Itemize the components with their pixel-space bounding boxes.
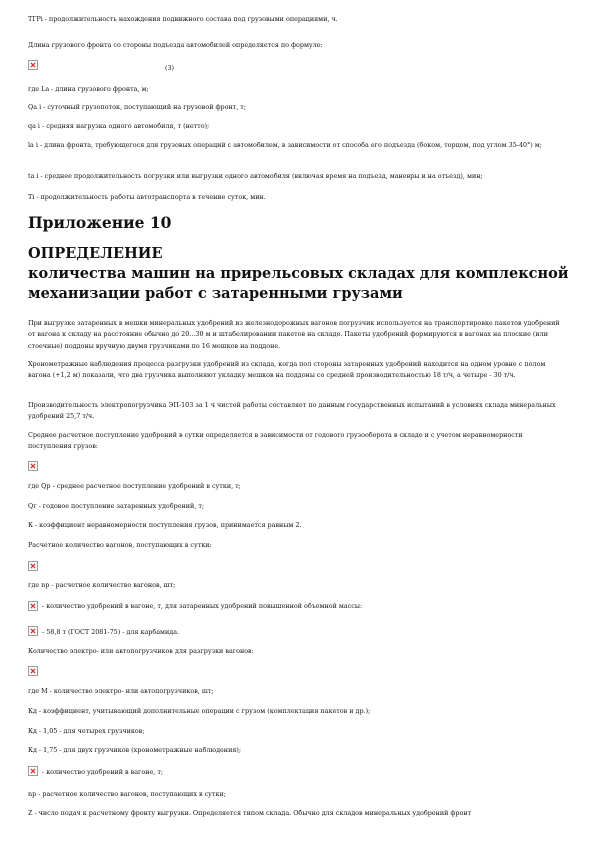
paragraph: Производительность электропогрузчика ЭП-103 за 1 ч чистой работы составляет по данным государственных испытаний в условиях склада минеральных удобрений 25,7 т/ч.	[28, 401, 556, 421]
formula-number: (3)	[165, 64, 175, 72]
broken-image-icon	[28, 766, 38, 776]
paragraph: Qa i - суточный грузопоток, поступающий на грузовой фронт, т;	[28, 103, 246, 111]
broken-image-icon	[28, 60, 38, 70]
paragraph: где Lа - длина грузового фронта, м;	[28, 85, 149, 93]
paragraph: Среднее расчетное поступление удобрений в сутки определяется в зависимости от годового грузооборота в складе и с учетом неравномерности поступления грузов:	[28, 431, 523, 451]
broken-image-icon	[28, 461, 38, 471]
broken-image-icon	[28, 626, 38, 636]
paragraph: - 58,8 т (ГОСТ 2081-75) - для карбамида.	[42, 628, 180, 636]
paragraph: qa i - средняя нагрузка одного автомобиля, т (нетто);	[28, 122, 210, 130]
section-heading	[28, 244, 573, 304]
paragraph: Z - число подач к расчетному фронту выгрузки. Определяется типом склада. Обычно для складов минеральных удобрений фронт	[28, 809, 472, 817]
paragraph: Хронометражные наблюдения процесса разгрузки удобрений из склада, когда пол стороны затаренных удобрений находится на одном уровне с полом вагона (+1,2 м) показали, что два грузчика выполняют укладку мешков на поддоны со средней производительностью 18 т/ч, а четыре - 30 т/ч.	[28, 360, 546, 380]
paragraph: ta i - среднее продолжительность погрузки или выгрузки одного автомобиля (включая время на подъезд, маневры и на отъезд), мин;	[28, 172, 483, 180]
paragraph: - количество удобрений в вагоне, т, для затаренных удобрений повышенной объемной массы:	[42, 602, 363, 610]
paragraph: Ti - продолжительность работы автотранспорта в течение суток, мин.	[28, 193, 266, 201]
paragraph: где nр - расчетное количество вагонов, шт;	[28, 581, 176, 589]
paragraph: Кд - коэффициент, учитывающий дополнительные операции с грузом (комплектация пакетов и др.);	[28, 707, 371, 715]
appendix-title: Приложение 10	[28, 213, 172, 232]
paragraph: Кд - 1,75 - для двух грузчиков (хронометражные наблюдения);	[28, 746, 242, 754]
paragraph: ТГРi - продолжительность нахождения подвижного состава под грузовыми операциями, ч.	[28, 15, 338, 23]
paragraph: где М - количество электро- или автопогрузчиков, шт;	[28, 687, 214, 695]
paragraph: la i - длина фронта, требующегося для грузовых операций с автомобилем, в зависимости от способа его подъезда (боком, торцом, под углом 35-40°) м;	[28, 141, 542, 149]
heading-line: ОПРЕДЕЛЕНИЕ	[28, 245, 163, 262]
paragraph: Расчетное количество вагонов, поступающих в сутки:	[28, 541, 212, 549]
paragraph: Qг - годовое поступление затаренных удобрений, т;	[28, 502, 205, 510]
paragraph: - количество удобрений в вагоне, т;	[42, 768, 164, 776]
paragraph: Длина грузового фронта со стороны подъезда автомобилей определяется по формуле:	[28, 41, 323, 49]
paragraph: где Qр - среднее расчетное поступление удобрений в сутки, т;	[28, 482, 241, 490]
broken-image-icon	[28, 666, 38, 676]
paragraph: Кд - 1,05 - для четырех грузчиков;	[28, 727, 145, 735]
broken-image-icon	[28, 561, 38, 571]
heading-line: количества машин на прирельсовых складах для комплексной	[28, 265, 569, 282]
paragraph: При выгрузке затаренных в мешки минеральных удобрений из железнодорожных вагонов погрузчик используется на транспортировке пакетов удобрений от вагона к складу на расстояние обычно до 20...30 м и штабелировании пакетов на складе. Пакеты удобрений формируются в вагонах на плоские (или стоечные) поддоны вручную двумя грузчиками по 16 мешков на поддоне.	[28, 319, 560, 350]
paragraph: К - коэффициент неравномерности поступления грузов, принимается равным 2.	[28, 521, 302, 529]
paragraph: Количество электро- или автопогрузчиков для разгрузки вагонов:	[28, 647, 254, 655]
heading-line: механизации работ с затаренными грузами	[28, 285, 403, 302]
paragraph: nр - расчетное количество вагонов, поступающих в сутки;	[28, 790, 226, 798]
broken-image-icon	[28, 601, 38, 611]
